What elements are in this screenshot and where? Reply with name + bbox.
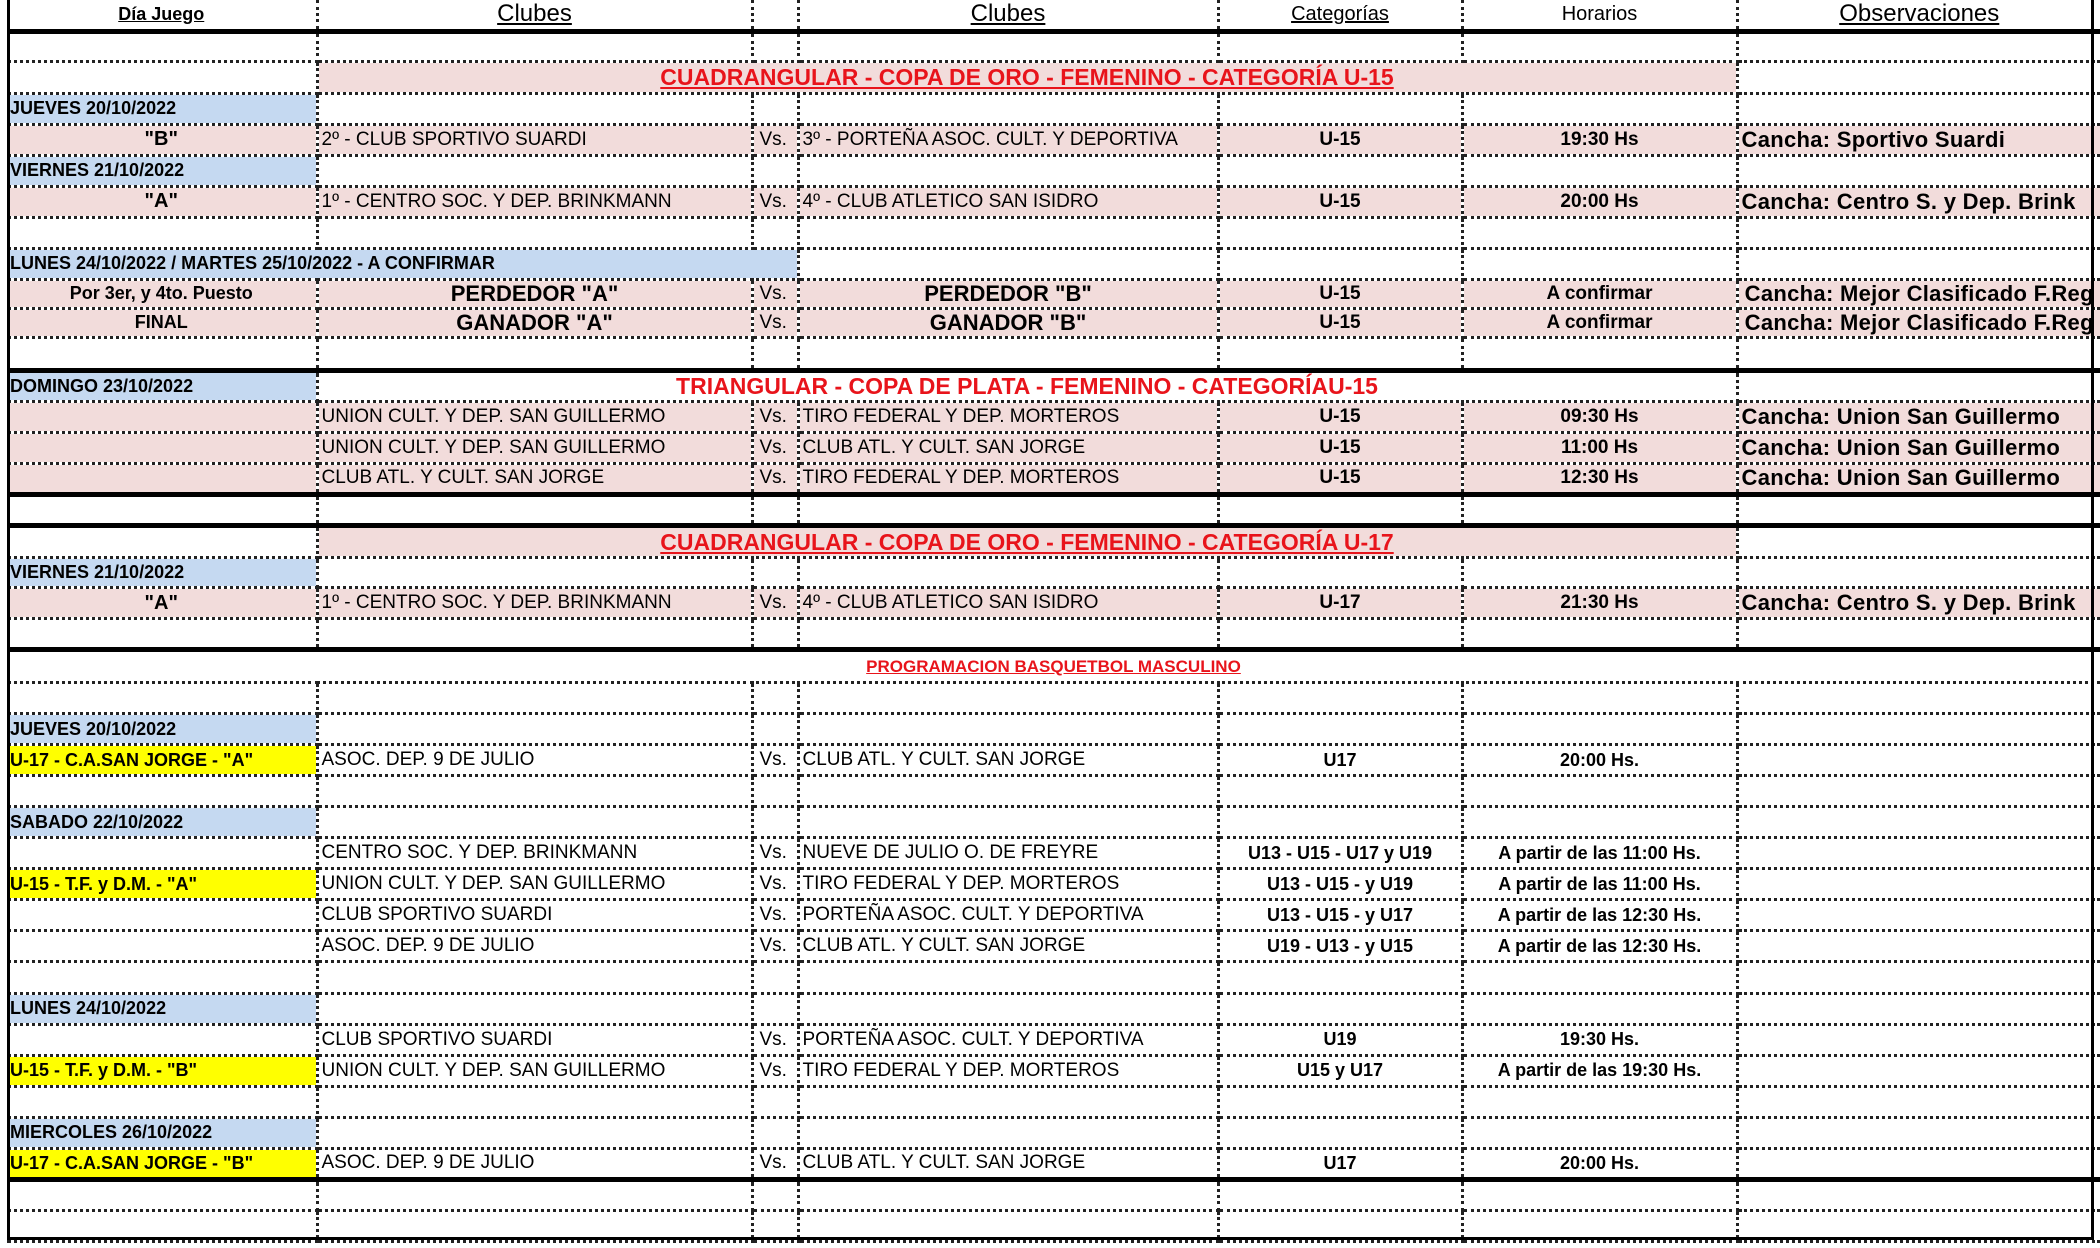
club-away: CLUB ATL. Y CULT. SAN JORGE <box>798 931 1218 962</box>
category: U-15 <box>1218 279 1462 308</box>
match-row <box>7 588 2100 619</box>
club-away: CLUB ATL. Y CULT. SAN JORGE <box>798 745 1218 776</box>
club-home: CLUB SPORTIVO SUARDI <box>317 1024 752 1055</box>
category: U-15 <box>1218 463 1462 494</box>
club-home: 2º - CLUB SPORTIVO SUARDI <box>317 124 752 155</box>
club-away: TIRO FEDERAL Y DEP. MORTEROS <box>798 463 1218 494</box>
match-row <box>7 1055 2100 1086</box>
club-home: ASOC. DEP. 9 DE JULIO <box>317 1148 752 1179</box>
category: U17 <box>1218 1148 1462 1179</box>
observation: Cancha: Centro S. y Dep. Brink <box>1737 186 2100 217</box>
match-row <box>7 869 2100 900</box>
time: 20:00 Hs <box>1462 186 1737 217</box>
match-group: "A" <box>7 186 317 217</box>
match-group: "B" <box>7 124 317 155</box>
vs-label: Vs. <box>752 1024 798 1055</box>
schedule-table <box>7 0 2100 1243</box>
match-row <box>7 463 2100 494</box>
time: 19:30 Hs <box>1462 124 1737 155</box>
vs-label: Vs. <box>752 186 798 217</box>
category: U-17 <box>1218 588 1462 619</box>
header-horarios: Horarios <box>1462 0 1737 31</box>
section-title-row <box>7 61 2100 93</box>
category: U-15 <box>1218 124 1462 155</box>
time: 20:00 Hs. <box>1462 1148 1737 1179</box>
match-group: FINAL <box>7 308 317 337</box>
vs-label: Vs. <box>752 838 798 869</box>
vs-label: Vs. <box>752 401 798 432</box>
section-title-row <box>7 650 2100 683</box>
header-dia: Día Juego <box>7 0 317 31</box>
vs-label: Vs. <box>752 463 798 494</box>
header-categorias: Categorías <box>1218 0 1462 31</box>
category: U13 - U15 - y U19 <box>1218 869 1462 900</box>
section-title-u17-oro: CUADRANGULAR - COPA DE ORO - FEMENINO - CATEGORÍA U-17 <box>317 526 1737 558</box>
club-home: 1º - CENTRO SOC. Y DEP. BRINKMANN <box>317 588 752 619</box>
vs-label: Vs. <box>752 869 798 900</box>
observation: Cancha: Mejor Clasificado F.Reg <box>1737 308 2100 337</box>
club-home: CENTRO SOC. Y DEP. BRINKMANN <box>317 838 752 869</box>
observation: Cancha: Union San Guillermo <box>1737 401 2100 432</box>
vs-label: Vs. <box>752 432 798 463</box>
match-group: "A" <box>7 588 317 619</box>
club-home: ASOC. DEP. 9 DE JULIO <box>317 931 752 962</box>
club-home: PERDEDOR "A" <box>317 279 752 308</box>
section-title-masculino: PROGRAMACION BASQUETBOL MASCULINO <box>7 650 2100 683</box>
club-away: 4º - CLUB ATLETICO SAN ISIDRO <box>798 186 1218 217</box>
club-away: PORTEÑA ASOC. CULT. Y DEPORTIVA <box>798 900 1218 931</box>
match-row <box>7 1024 2100 1055</box>
club-away: TIRO FEDERAL Y DEP. MORTEROS <box>798 869 1218 900</box>
header-clubes-1: Clubes <box>317 0 752 31</box>
match-row <box>7 432 2100 463</box>
match-row <box>7 745 2100 776</box>
club-away: CLUB ATL. Y CULT. SAN JORGE <box>798 1148 1218 1179</box>
observation: Cancha: Union San Guillermo <box>1737 463 2100 494</box>
match-group: U-15 - T.F. y D.M. - "A" <box>7 869 317 900</box>
observation: Cancha: Mejor Clasificado F.Reg <box>1737 279 2100 308</box>
time: 20:00 Hs. <box>1462 745 1737 776</box>
category: U-15 <box>1218 308 1462 337</box>
time: A partir de las 19:30 Hs. <box>1462 1055 1737 1086</box>
vs-label: Vs. <box>752 279 798 308</box>
club-home: CLUB SPORTIVO SUARDI <box>317 900 752 931</box>
date-label: LUNES 24/10/2022 <box>7 993 317 1024</box>
club-away: PERDEDOR "B" <box>798 279 1218 308</box>
time: A partir de las 12:30 Hs. <box>1462 900 1737 931</box>
vs-label: Vs. <box>752 1148 798 1179</box>
section-title-u15-plata: TRIANGULAR - COPA DE PLATA - FEMENINO - CATEGORÍAU-15 <box>317 370 1737 401</box>
match-group: U-15 - T.F. y D.M. - "B" <box>7 1055 317 1086</box>
club-away: TIRO FEDERAL Y DEP. MORTEROS <box>798 401 1218 432</box>
vs-label: Vs. <box>752 124 798 155</box>
vs-label: Vs. <box>752 745 798 776</box>
time: 12:30 Hs <box>1462 463 1737 494</box>
category: U-15 <box>1218 401 1462 432</box>
category: U19 <box>1218 1024 1462 1055</box>
club-away: GANADOR "B" <box>798 308 1218 337</box>
time: 11:00 Hs <box>1462 432 1737 463</box>
category: U-15 <box>1218 432 1462 463</box>
club-away: CLUB ATL. Y CULT. SAN JORGE <box>798 432 1218 463</box>
club-home: GANADOR "A" <box>317 308 752 337</box>
club-home: CLUB ATL. Y CULT. SAN JORGE <box>317 463 752 494</box>
match-group: Por 3er, y 4to. Puesto <box>7 279 317 308</box>
observation: Cancha: Centro S. y Dep. Brink <box>1737 588 2100 619</box>
date-label: LUNES 24/10/2022 / MARTES 25/10/2022 - A CONFIRMAR <box>7 248 798 279</box>
club-away: 4º - CLUB ATLETICO SAN ISIDRO <box>798 588 1218 619</box>
date-label: VIERNES 21/10/2022 <box>7 155 317 186</box>
date-label: JUEVES 20/10/2022 <box>7 93 317 124</box>
match-row <box>7 838 2100 869</box>
vs-label: Vs. <box>752 308 798 337</box>
section-title-row <box>7 526 2100 558</box>
observation: Cancha: Union San Guillermo <box>1737 432 2100 463</box>
vs-label: Vs. <box>752 588 798 619</box>
header-observaciones: Observaciones <box>1737 0 2100 31</box>
header-clubes-2: Clubes <box>798 0 1218 31</box>
time: 09:30 Hs <box>1462 401 1737 432</box>
date-label: MIERCOLES 26/10/2022 <box>7 1117 317 1148</box>
time: 21:30 Hs <box>1462 588 1737 619</box>
vs-label: Vs. <box>752 931 798 962</box>
time: A partir de las 11:00 Hs. <box>1462 869 1737 900</box>
club-home: ASOC. DEP. 9 DE JULIO <box>317 745 752 776</box>
time: A partir de las 12:30 Hs. <box>1462 931 1737 962</box>
category: U13 - U15 - U17 y U19 <box>1218 838 1462 869</box>
match-row <box>7 1148 2100 1179</box>
date-label: SABADO 22/10/2022 <box>7 807 317 838</box>
club-away: 3º - PORTEÑA ASOC. CULT. Y DEPORTIVA <box>798 124 1218 155</box>
match-row <box>7 124 2100 155</box>
match-row <box>7 401 2100 432</box>
vs-label: Vs. <box>752 1055 798 1086</box>
section-title-row <box>7 370 2100 401</box>
club-home: UNION CULT. Y DEP. SAN GUILLERMO <box>317 401 752 432</box>
club-away: PORTEÑA ASOC. CULT. Y DEPORTIVA <box>798 1024 1218 1055</box>
match-row <box>7 931 2100 962</box>
club-home: UNION CULT. Y DEP. SAN GUILLERMO <box>317 869 752 900</box>
club-home: UNION CULT. Y DEP. SAN GUILLERMO <box>317 1055 752 1086</box>
category: U17 <box>1218 745 1462 776</box>
club-home: 1º - CENTRO SOC. Y DEP. BRINKMANN <box>317 186 752 217</box>
date-label: VIERNES 21/10/2022 <box>7 558 317 588</box>
match-row <box>7 279 2100 308</box>
club-away: NUEVE DE JULIO O. DE FREYRE <box>798 838 1218 869</box>
time: A confirmar <box>1462 279 1737 308</box>
category: U13 - U15 - y U17 <box>1218 900 1462 931</box>
match-row <box>7 308 2100 337</box>
time: 19:30 Hs. <box>1462 1024 1737 1055</box>
category: U-15 <box>1218 186 1462 217</box>
header-row <box>7 0 2100 31</box>
match-group: U-17 - C.A.SAN JORGE - "B" <box>7 1148 317 1179</box>
observation: Cancha: Sportivo Suardi <box>1737 124 2100 155</box>
category: U19 - U13 - y U15 <box>1218 931 1462 962</box>
vs-label: Vs. <box>752 900 798 931</box>
date-label: JUEVES 20/10/2022 <box>7 714 317 745</box>
match-group: U-17 - C.A.SAN JORGE - "A" <box>7 745 317 776</box>
club-away: TIRO FEDERAL Y DEP. MORTEROS <box>798 1055 1218 1086</box>
time: A confirmar <box>1462 308 1737 337</box>
section-title-u15-oro: CUADRANGULAR - COPA DE ORO - FEMENINO - CATEGORÍA U-15 <box>317 61 1737 93</box>
match-row <box>7 900 2100 931</box>
category: U15 y U17 <box>1218 1055 1462 1086</box>
match-row <box>7 186 2100 217</box>
club-home: UNION CULT. Y DEP. SAN GUILLERMO <box>317 432 752 463</box>
time: A partir de las 11:00 Hs. <box>1462 838 1737 869</box>
date-label: DOMINGO 23/10/2022 <box>7 370 317 401</box>
